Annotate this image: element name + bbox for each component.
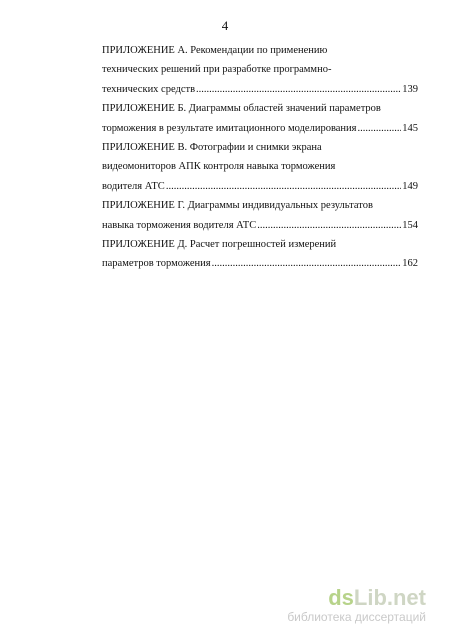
dot-leader	[212, 254, 402, 273]
toc-line	[102, 235, 418, 254]
toc-text: навыка торможения водителя АТС	[102, 219, 257, 231]
toc-text: ПРИЛОЖЕНИЕ Д. Расчет погрешностей измерений	[102, 239, 337, 251]
toc-page-number: 139	[402, 83, 418, 95]
dot-leader	[166, 177, 401, 196]
table-of-contents	[102, 41, 418, 274]
toc-page-number: 162	[402, 258, 418, 270]
toc-text: ПРИЛОЖЕНИЕ В. Фотографии и снимки экрана	[102, 142, 322, 154]
toc-text: технических решений при разработке программно-	[102, 64, 332, 76]
toc-text: торможения в результате имитационного моделирования	[102, 122, 357, 134]
toc-line	[102, 138, 418, 157]
dslib-logo	[287, 586, 426, 610]
toc-text: водителя АТС	[102, 180, 165, 192]
toc-line	[102, 157, 418, 176]
toc-line	[102, 196, 418, 215]
page-number: 4	[221, 18, 229, 33]
toc-text: технических средств	[102, 83, 196, 95]
toc-text: параметров торможения	[102, 258, 211, 270]
dot-leader	[358, 119, 402, 138]
toc-text: видеомониторов АПК контроля навыка торможения	[102, 161, 336, 173]
dot-leader	[196, 80, 401, 99]
toc-page-number: 149	[402, 180, 418, 192]
logo-prefix: ds	[328, 585, 354, 610]
dslib-watermark	[287, 586, 426, 624]
watermark-subtitle: библиотека диссертаций	[287, 610, 426, 624]
toc-page-number: 154	[402, 219, 418, 231]
dot-leader	[257, 216, 401, 235]
toc-line	[102, 254, 418, 273]
toc-page-number: 145	[402, 122, 418, 134]
toc-line	[102, 80, 418, 99]
toc-text: ПРИЛОЖЕНИЕ Г. Диаграммы индивидуальных результатов	[102, 200, 373, 212]
toc-text: ПРИЛОЖЕНИЕ А. Рекомендации по применению	[102, 45, 328, 56]
toc-line	[102, 119, 418, 138]
toc-line	[102, 41, 418, 60]
toc-line	[102, 216, 418, 235]
toc-line	[102, 177, 418, 196]
toc-line	[102, 99, 418, 118]
toc-line	[102, 60, 418, 79]
toc-text: ПРИЛОЖЕНИЕ Б. Диаграммы областей значений параметров	[102, 103, 381, 115]
logo-rest: Lib.net	[353, 585, 426, 610]
